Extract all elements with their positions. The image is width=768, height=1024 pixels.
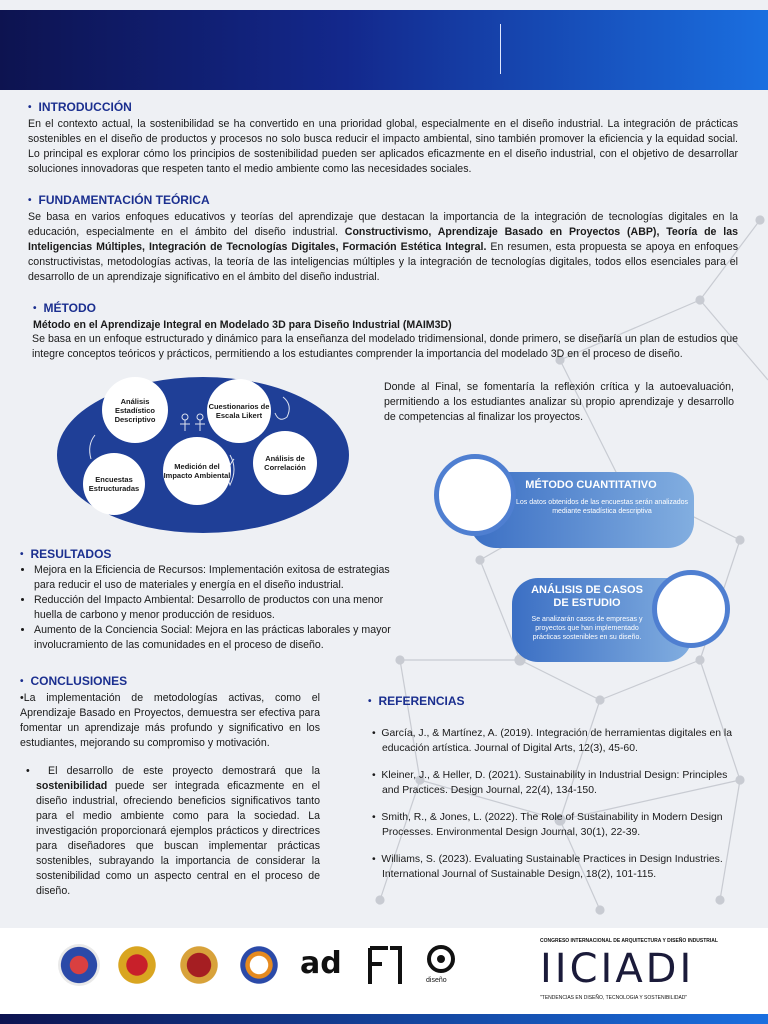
theory-heading-text: FUNDAMENTACIÓN TEÓRICA — [38, 193, 210, 207]
university-seal-logo — [58, 944, 100, 986]
footer-bar — [0, 1014, 768, 1024]
reference-text: García, J., & Martínez, A. (2019). Integración de herramientas digitales en la educación artística. Journal of Digital Arts, 12(3), 45-60. — [381, 728, 732, 754]
conclusions-p2-b: puede ser integrada eficazmente en el diseño industrial, ofreciendo beneficios significativos tanto para el medio ambiente como para la sociedad. La investigación proporcionará ejemplos prácticos y directrices para diseñadores que buscan implementar prácticas sostenibles, subrayando la importancia de considerar la sostenibilidad como un aspecto central en el proceso de diseño. — [36, 780, 320, 897]
intro-heading-text: INTRODUCCIÓN — [38, 100, 132, 114]
quant-method-title: MÉTODO CUANTITATIVO — [525, 479, 657, 491]
ciadi-top-text: CONGRESO INTERNACIONAL DE ARQUITECTURA Y DISEÑO INDUSTRIAL — [540, 938, 718, 944]
theory-text-b: En resumen, esta propuesta se apoya en enfoques constructivistas, metodologías activas, la teoría de las inteligencias múltiples y la integración de tecnologías digitales, todos ellos esenciales para el desarrollo de un aprendizaje significativo en el ámbito del diseño industrial. — [28, 241, 738, 283]
diagram-circle-correlation: Análisis de Correlación — [253, 431, 317, 495]
header-banner — [0, 10, 768, 90]
intro-section — [28, 100, 738, 177]
references-heading — [368, 694, 740, 708]
results-list — [20, 563, 410, 653]
diseno-logo-mark — [426, 944, 456, 976]
quant-method-desc: Los datos obtenidos de las encuestas serán analizados mediante estadística descriptiva — [516, 499, 689, 515]
method-heading — [28, 301, 738, 315]
method-side-section — [384, 377, 734, 425]
diagram-circle-statistics: Análisis Estadístico Descriptivo — [102, 377, 168, 443]
conclusions-heading — [20, 674, 320, 688]
reference-item: • Williams, S. (2023). Evaluating Sustainable Practices in Design Industries. International Journal of Sustainable Design, 18(2), 101-115. — [372, 854, 723, 880]
diagram-circle-surveys: Encuestas Estructuradas — [83, 453, 145, 515]
results-item: • Aumento de la Conciencia Social: Mejora en las prácticas laborales y mayor involucramiento de las comunidades en el proceso de diseño. — [34, 623, 410, 653]
bullet-icon: • — [33, 302, 37, 314]
bullet-icon: • — [368, 695, 372, 707]
ciadi-tagline: "TENDENCIAS EN DISEÑO, TECNOLOGIA Y SOSTENIBILIDAD" — [540, 995, 688, 1001]
method-section — [28, 301, 738, 362]
results-item: • Mejora en la Eficiencia de Recursos: Implementación exitosa de estrategias para reducir el uso de materiales y energía en el diseño industrial. — [34, 563, 410, 593]
reference-item: • Kleiner, J., & Heller, D. (2021). Sustainability in Industrial Design: Principles and Practices. Design Journal, 22(4), 134-150. — [372, 770, 728, 796]
reference-text: Smith, R., & Jones, L. (2022). The Role of Sustainability in Modern Design Processes. Environmental Design Journal, 30(1), 22-39. — [381, 812, 723, 838]
theory-text-bold: Constructivismo, Aprendizaje Basado en Proyectos (ABP), Teoría de las Inteligencias Múltiples, Integración de Tecnologías Digitales, Formación Estética Integral. — [28, 226, 739, 253]
case-study-desc: Se analizarán casos de empresas y proyectos que han implementado prácticas sostenibles en su diseño. — [531, 616, 643, 641]
reference-item: • Smith, R., & Jones, L. (2022). The Role of Sustainability in Modern Design Processes. Environmental Design Journal, 30(1), 22-39. — [372, 812, 723, 838]
method-diagram — [55, 375, 351, 535]
theory-text-a: Se basa en varios enfoques educativos y teorías del aprendizaje que destacan la importancia de la integración de tecnologías digitales en la educación, especialmente en el ámbito del diseño industrial. — [28, 211, 738, 238]
theory-section — [28, 193, 738, 285]
ciadi-logo: IICIADI — [540, 946, 695, 992]
bullet-icon: • — [28, 194, 32, 206]
intro-text: En el contexto actual, la sostenibilidad se ha convertido en una prioridad global, especialmente en el diseño industrial. La integración de prácticas sostenibles en el diseño de productos y procesos no solo busca reducir el impacto ambiental, sino también promover la eficiencia y la equidad social. Lo principal es explorar cómo los principios de sostenibilidad pueden ser aplicados eficazmente en el diseño industrial, con el objetivo de desarrollar soluciones innovadoras que respeten tanto el medio ambiente como las necesidades sociales. — [28, 118, 738, 175]
conclusions-p1: •La implementación de metodologías activas, como el Aprendizaje Basado en Proyectos, demuestra ser efectiva para fomentar un aprendizaje más profundo y significativo en los estudiantes, mejorando su compromiso y motivación. — [20, 692, 320, 749]
ad-logo: ad — [300, 946, 342, 981]
award-badge-logo-2 — [178, 944, 220, 986]
conclusions-p2-a: El desarrollo de este proyecto demostrará que la — [48, 765, 320, 777]
fa-logo — [368, 946, 402, 986]
conclusions-p2: • El desarrollo de este proyecto demostrará que la sostenibilidad puede ser integrada eficazmente en el diseño industrial, ofreciendo beneficios significativos tanto para el medio ambiente como para la sociedad. La investigación proporcionará ejemplos prácticos y directrices para diseñadores que buscan implementar prácticas sostenibles, subrayando la importancia de considerar la sostenibilidad como un aspecto central en el proceso de diseño. — [26, 765, 320, 897]
references-heading-text: REFERENCIAS — [378, 694, 465, 708]
method-side-text: Donde al Final, se fomentaría la reflexión crítica y la autoevaluación, permitiendo a los estudiantes analizar su propio aprendizaje y desarrollo de competencias al finalizar los proyectos. — [384, 381, 734, 423]
header-divider — [500, 24, 501, 74]
reference-item: • García, J., & Martínez, A. (2019). Integración de herramientas digitales en la educación artística. Journal of Digital Arts, 12(3), 45-60. — [372, 728, 732, 754]
theory-text — [28, 210, 738, 285]
theory-heading — [28, 193, 738, 207]
results-heading — [20, 547, 410, 561]
references-section — [368, 694, 740, 882]
method-text: Se basa en un enfoque estructurado y dinámico para la enseñanza del modelado tridimensional, donde primero, se diseñaría un plan de estudios que integre conceptos teóricos y prácticos, permitiendo a los estudiantes comprender la importancia del modelado 3D en el proceso de diseño. — [32, 333, 738, 360]
reference-text: Kleiner, J., & Heller, D. (2021). Sustainability in Industrial Design: Principles and Practices. Design Journal, 22(4), 134-150. — [381, 770, 728, 796]
results-section — [20, 547, 410, 653]
method-subtitle: Método en el Aprendizaje Integral en Modelado 3D para Diseño Industrial (MAIM3D) — [33, 319, 452, 331]
reference-text: Williams, S. (2023). Evaluating Sustainable Practices in Design Industries. International Journal of Sustainable Design, 18(2), 101-115. — [381, 854, 723, 880]
results-heading-text: RESULTADOS — [30, 547, 112, 561]
conclusions-heading-text: CONCLUSIONES — [30, 674, 128, 688]
case-study-ring — [652, 570, 730, 648]
method-heading-text: MÉTODO — [43, 301, 96, 315]
conclusions-p2-bold: sostenibilidad — [36, 780, 108, 792]
bullet-icon: • — [20, 548, 24, 560]
diseno-logo-text: diseño — [426, 977, 447, 984]
case-study-title: ANÁLISIS DE CASOS DE ESTUDIO — [531, 584, 643, 609]
intro-heading — [28, 100, 738, 114]
bullet-icon: • — [20, 675, 24, 687]
diagram-circle-likert: Cuestionarios de Escala Likert — [207, 379, 271, 443]
award-badge-logo-1 — [116, 944, 158, 986]
results-item: • Reducción del Impacto Ambiental: Desarrollo de productos con una menor huella de carbono y menor producción de residuos. — [34, 593, 410, 623]
ing-faculty-logo — [238, 944, 280, 986]
conclusions-section — [20, 674, 320, 899]
quant-method-ring — [434, 454, 516, 536]
diagram-circle-impact: Medición del Impacto Ambiental — [163, 437, 231, 505]
bullet-icon: • — [28, 101, 32, 113]
